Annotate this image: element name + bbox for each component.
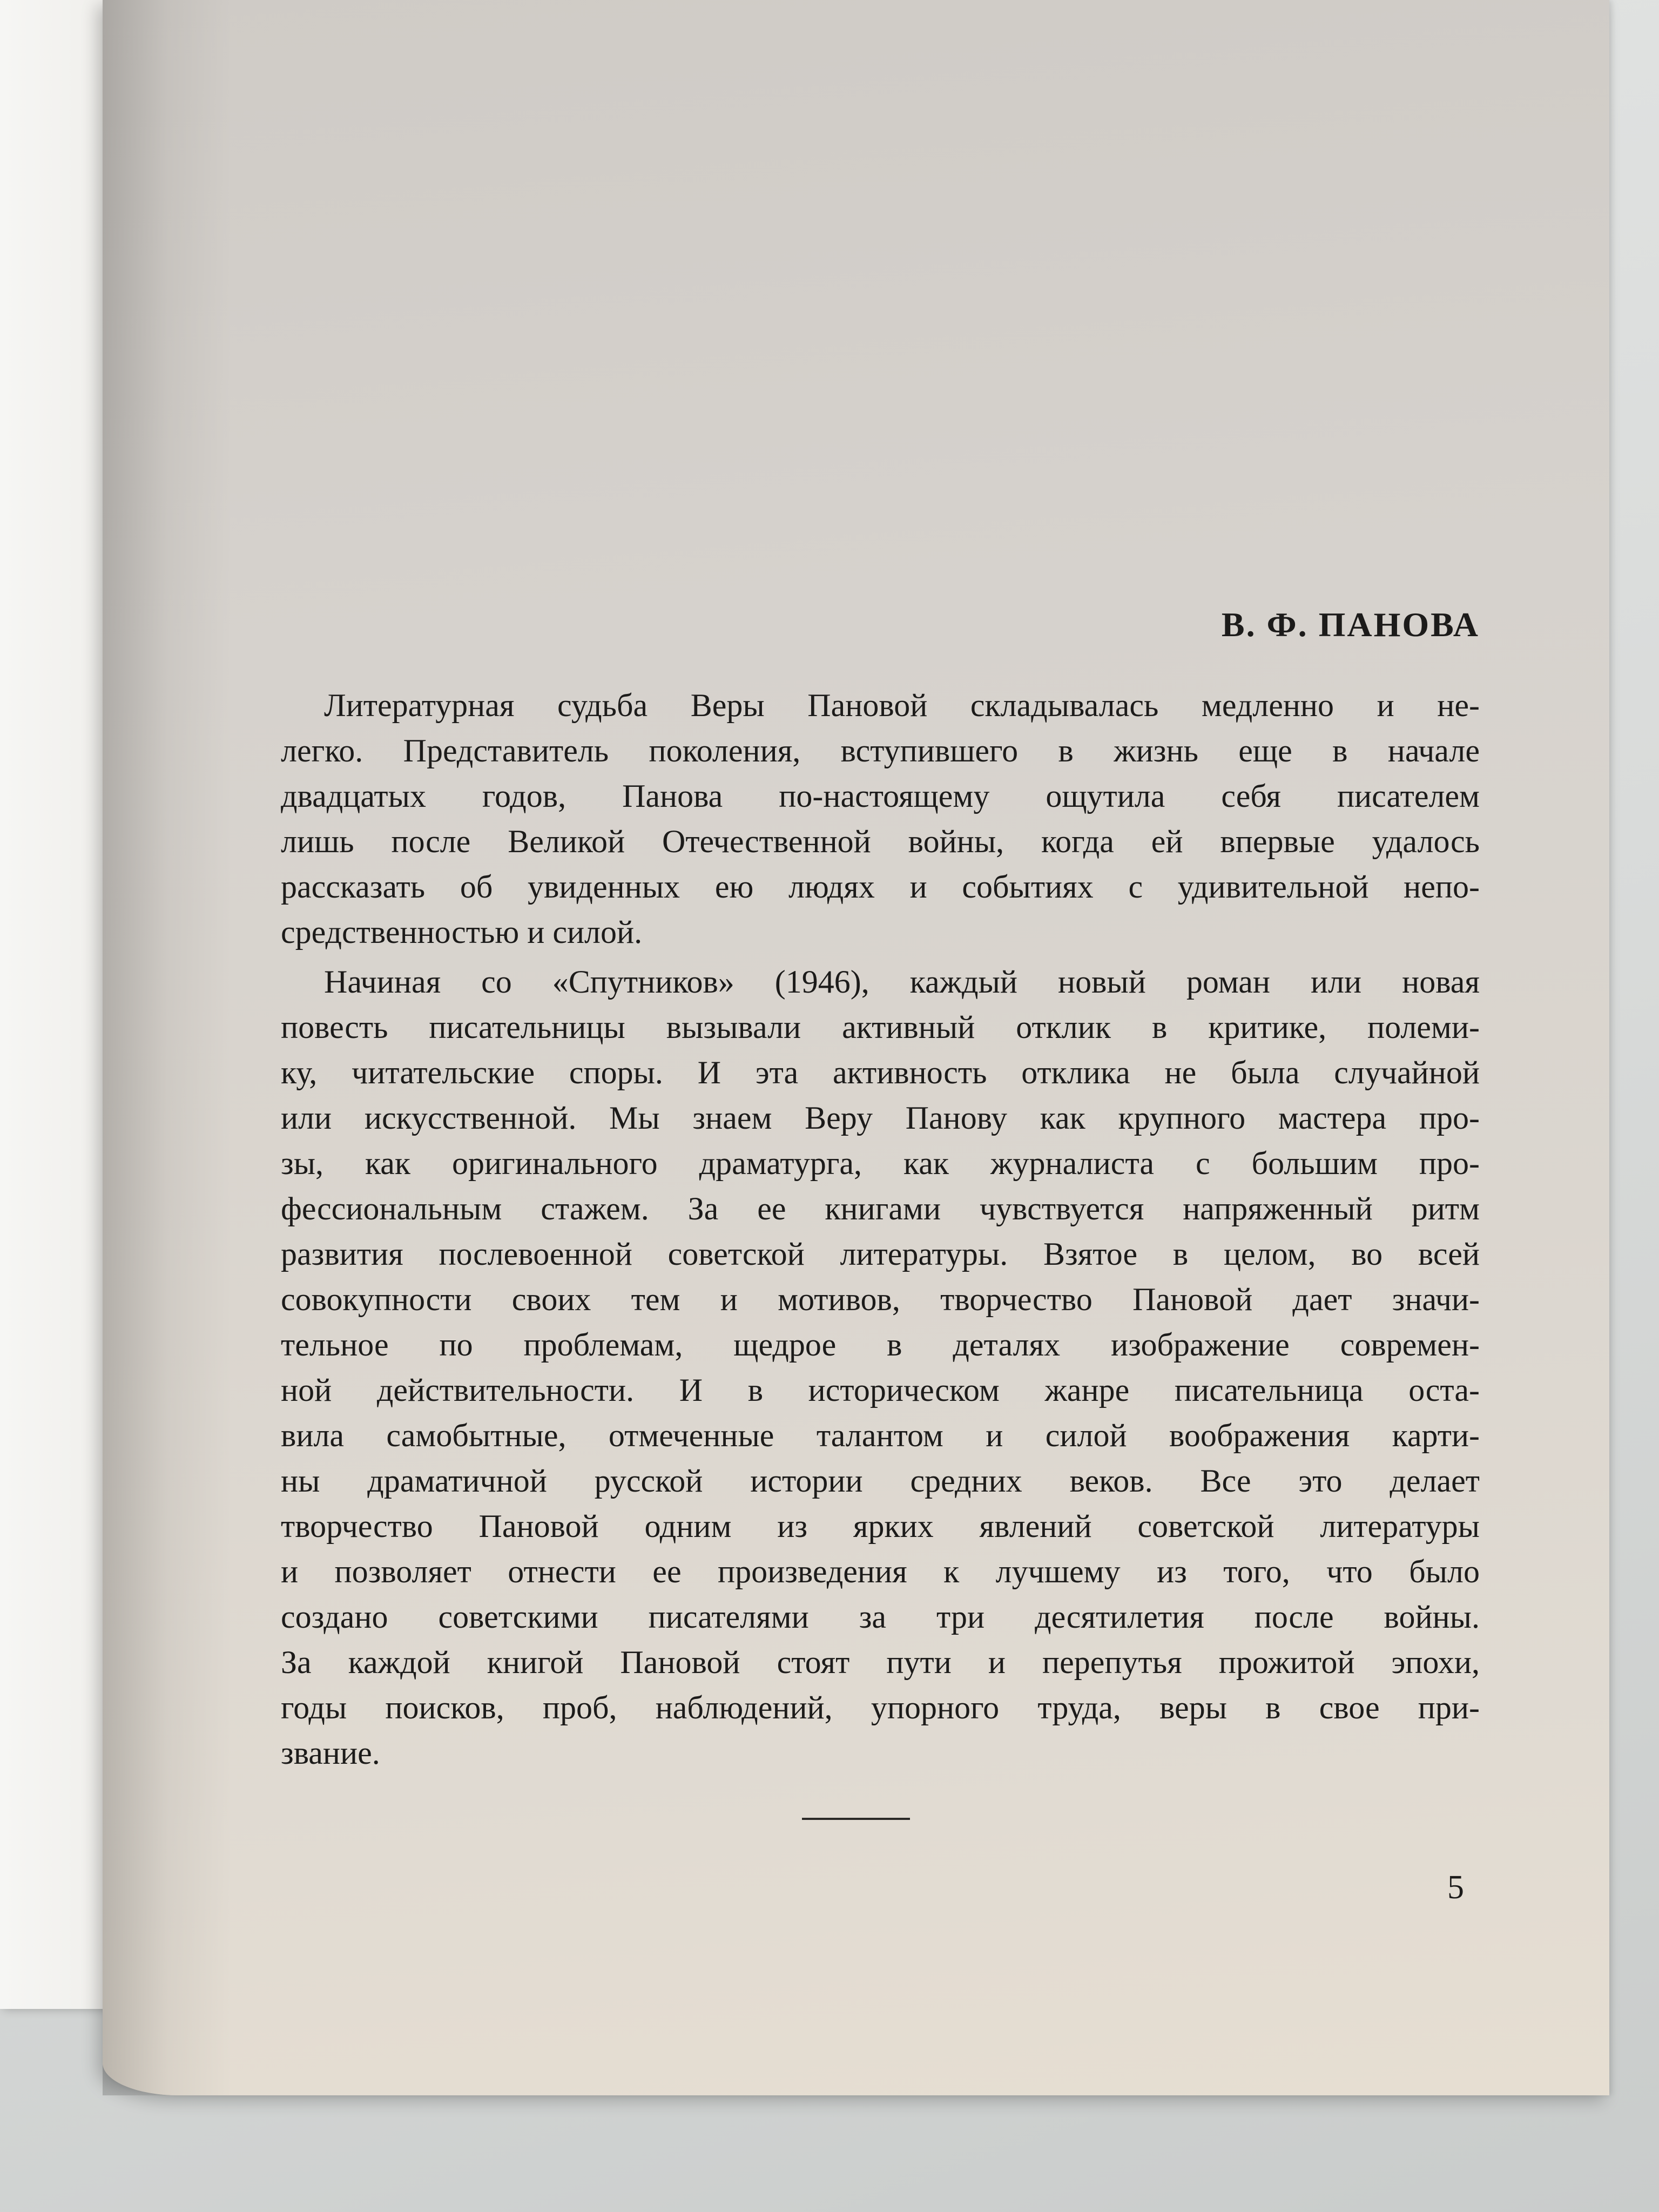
- text-line: повесть писательницы вызывали активный отклик в критике, полеми-: [281, 1009, 1480, 1045]
- text-line: или искусственной. Мы знаем Веру Панову как крупного мастера про-: [281, 1100, 1480, 1136]
- page-number: 5: [1447, 1869, 1464, 1906]
- text-block: [281, 605, 1480, 1780]
- text-line: создано советскими писателями за три десятилетия после войны.: [281, 1599, 1480, 1635]
- text-line: и позволяет отнести ее произведения к лучшему из того, что было: [281, 1554, 1480, 1589]
- book-page: [103, 0, 1609, 2095]
- text-line: звание.: [281, 1735, 380, 1771]
- section-separator: [802, 1818, 910, 1820]
- text-line: Литературная судьба Веры Пановой складывалась медленно и не-: [324, 687, 1480, 723]
- text-line: рассказать об увиденных ею людях и событиях с удивительной непо-: [281, 869, 1480, 905]
- paragraph-1: [281, 683, 1480, 955]
- text-line: творчество Пановой одним из ярких явлений советской литературы: [281, 1508, 1480, 1544]
- text-line: лишь после Великой Отечественной войны, когда ей впервые удалось: [281, 824, 1480, 859]
- text-line: ны драматичной русской истории средних веков. Все это делает: [281, 1463, 1480, 1499]
- text-line: тельное по проблемам, щедрое в деталях изображение современ-: [281, 1327, 1480, 1363]
- page-title: В. Ф. ПАНОВА: [1221, 605, 1480, 644]
- text-line: фессиональным стажем. За ее книгами чувствуется напряженный ритм: [281, 1191, 1480, 1226]
- text-line: совокупности своих тем и мотивов, творчество Пановой дает значи-: [281, 1282, 1480, 1317]
- text-line: средственностью и силой.: [281, 914, 643, 950]
- text-line: развития послевоенной советской литературы. Взятое в целом, во всей: [281, 1236, 1480, 1272]
- text-line: годы поисков, проб, наблюдений, упорного труда, веры в свое при-: [281, 1690, 1480, 1725]
- text-line: ку, читательские споры. И эта активность отклика не была случайной: [281, 1055, 1480, 1090]
- text-line: Начиная со «Спутников» (1946), каждый новый роман или новая: [324, 964, 1480, 1000]
- text-line: За каждой книгой Пановой стоят пути и перепутья прожитой эпохи,: [281, 1644, 1480, 1680]
- text-line: вила самобытные, отмеченные талантом и силой воображения карти-: [281, 1418, 1480, 1453]
- text-line: легко. Представитель поколения, вступившего в жизнь еще в начале: [281, 733, 1480, 768]
- text-line: зы, как оригинального драматурга, как журналиста с большим про-: [281, 1145, 1480, 1181]
- text-line: двадцатых годов, Панова по-настоящему ощутила себя писателем: [281, 778, 1480, 814]
- text-line: ной действительности. И в историческом жанре писательница оста-: [281, 1372, 1480, 1408]
- paragraph-2: [281, 959, 1480, 1776]
